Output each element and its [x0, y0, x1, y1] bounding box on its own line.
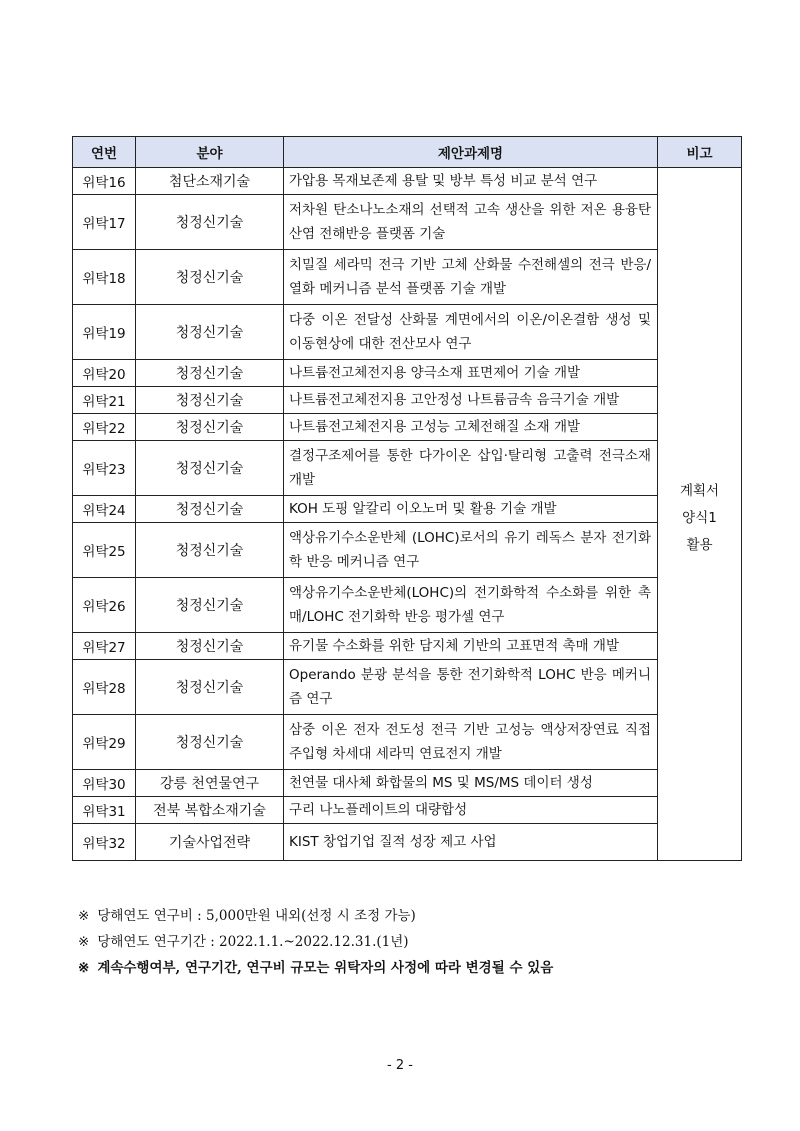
note-line: 양식1: [682, 509, 717, 526]
table-row: [73, 770, 742, 797]
row-title: 나트륨전고체전지용 양극소재 표면제어 기술 개발: [284, 360, 658, 387]
row-number: 위탁17: [73, 195, 136, 250]
header-note: 비고: [658, 137, 742, 168]
row-title: KOH 도핑 알칼리 이오노머 및 활용 기술 개발: [284, 496, 658, 523]
row-title: 액상유기수소운반체(LOHC)의 전기화학적 수소화를 위한 촉매/LOHC 전기화학 반응 평가셀 연구: [284, 578, 658, 633]
row-field: 기술사업전략: [136, 824, 284, 861]
row-field: 청정신기술: [136, 715, 284, 770]
row-field: 청정신기술: [136, 305, 284, 360]
table-row: [73, 441, 742, 496]
footnote-period: [78, 929, 758, 955]
table-row: [73, 715, 742, 770]
row-title: 가압용 목재보존제 용탈 및 방부 특성 비교 분석 연구: [284, 168, 658, 195]
table-row: [73, 195, 742, 250]
row-field: 강릉 천연물연구: [136, 770, 284, 797]
row-number: 위탁26: [73, 578, 136, 633]
row-title: Operando 분광 분석을 통한 전기화학적 LOHC 반응 메커니즘 연구: [284, 660, 658, 715]
row-field: 첨단소재기술: [136, 168, 284, 195]
table-row: [73, 387, 742, 414]
row-number: 위탁31: [73, 797, 136, 824]
table-row: [73, 250, 742, 305]
row-title: 액상유기수소운반체 (LOHC)로서의 유기 레독스 분자 전기화학 반응 메커니즘 연구: [284, 523, 658, 578]
row-title: 결정구조제어를 통한 다가이온 삽입·탈리형 고출력 전극소재 개발: [284, 441, 658, 496]
row-field: 청정신기술: [136, 633, 284, 660]
row-number: 위탁18: [73, 250, 136, 305]
table-row: [73, 360, 742, 387]
row-number: 위탁32: [73, 824, 136, 861]
row-title: KIST 창업기업 질적 성장 제고 사업: [284, 824, 658, 861]
row-field: 청정신기술: [136, 660, 284, 715]
row-field: 청정신기술: [136, 360, 284, 387]
table-row: [73, 414, 742, 441]
row-title: 치밀질 세라믹 전극 기반 고체 산화물 수전해셀의 전극 반응/열화 메커니즘 분석 플랫폼 기술 개발: [284, 250, 658, 305]
row-number: 위탁21: [73, 387, 136, 414]
row-field: 청정신기술: [136, 387, 284, 414]
table-header-row: [73, 137, 742, 168]
row-field: 청정신기술: [136, 523, 284, 578]
row-number: 위탁22: [73, 414, 136, 441]
row-number: 위탁25: [73, 523, 136, 578]
note-cell: [658, 168, 742, 861]
table-row: [73, 633, 742, 660]
row-title: 천연물 대사체 화합물의 MS 및 MS/MS 데이터 생성: [284, 770, 658, 797]
header-field: 분야: [136, 137, 284, 168]
table-row: [73, 496, 742, 523]
row-title: 삼중 이온 전자 전도성 전극 기반 고성능 액상저장연료 직접 주입형 차세대 세라믹 연료전지 개발: [284, 715, 658, 770]
note-line: 활용: [686, 536, 713, 553]
header-number: 연번: [73, 137, 136, 168]
row-number: 위탁19: [73, 305, 136, 360]
note-mark: ※: [78, 960, 90, 976]
footnote-text: 당해연도 연구기간 : 2022.1.1.~2022.12.31.(1년): [97, 934, 409, 950]
row-number: 위탁27: [73, 633, 136, 660]
row-field: 청정신기술: [136, 195, 284, 250]
row-number: 위탁30: [73, 770, 136, 797]
footnote-text: 계속수행여부, 연구기간, 연구비 규모는 위탁자의 사정에 따라 변경될 수 있음: [97, 960, 554, 976]
row-title: 저차원 탄소나노소재의 선택적 고속 생산을 위한 저온 용융탄산염 전해반응 플랫폼 기술: [284, 195, 658, 250]
table-row: [73, 523, 742, 578]
footnote-budget: [78, 903, 758, 929]
note-mark: ※: [78, 908, 90, 924]
row-number: 위탁28: [73, 660, 136, 715]
row-field: 전북 복합소재기술: [136, 797, 284, 824]
note-mark: ※: [78, 934, 90, 950]
row-title: 나트륨전고체전지용 고안정성 나트륨금속 음극기술 개발: [284, 387, 658, 414]
row-number: 위탁16: [73, 168, 136, 195]
table-row: [73, 578, 742, 633]
row-number: 위탁24: [73, 496, 136, 523]
footnote-change-notice: [78, 955, 758, 981]
table-row: [73, 168, 742, 195]
row-field: 청정신기술: [136, 441, 284, 496]
row-field: 청정신기술: [136, 496, 284, 523]
table-row: [73, 797, 742, 824]
row-number: 위탁20: [73, 360, 136, 387]
header-title: 제안과제명: [284, 137, 658, 168]
table-row: [73, 660, 742, 715]
project-table: [72, 136, 742, 861]
page-number: - 2 -: [387, 1058, 413, 1073]
note-line: 계획서: [679, 482, 720, 499]
table-row: [73, 305, 742, 360]
row-field: 청정신기술: [136, 414, 284, 441]
row-number: 위탁23: [73, 441, 136, 496]
row-field: 청정신기술: [136, 250, 284, 305]
row-number: 위탁29: [73, 715, 136, 770]
row-title: 나트륨전고체전지용 고성능 고체전해질 소재 개발: [284, 414, 658, 441]
row-title: 유기물 수소화를 위한 담지체 기반의 고표면적 촉매 개발: [284, 633, 658, 660]
row-field: 청정신기술: [136, 578, 284, 633]
row-title: 구리 나노플레이트의 대량합성: [284, 797, 658, 824]
table-row: [73, 824, 742, 861]
footnote-text: 당해연도 연구비 : 5,000만원 내외(선정 시 조정 가능): [97, 908, 416, 924]
footnotes: [78, 903, 758, 981]
row-title: 다중 이온 전달성 산화물 계면에서의 이온/이온결함 생성 및 이동현상에 대한 전산모사 연구: [284, 305, 658, 360]
